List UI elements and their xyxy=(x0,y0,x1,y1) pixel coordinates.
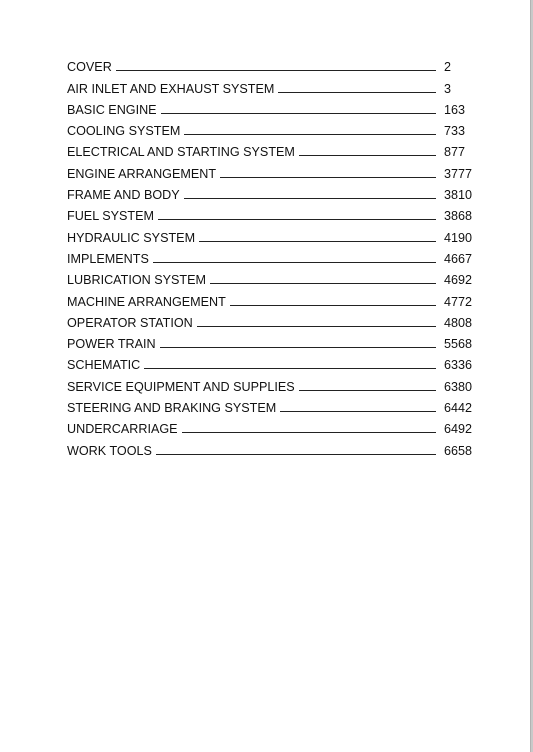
toc-entry-implements[interactable] xyxy=(67,245,477,266)
toc-entry-work-tools[interactable] xyxy=(67,436,477,457)
toc-entry-page: 733 xyxy=(444,124,466,139)
toc-entry-title: ELECTRICAL AND STARTING SYSTEM xyxy=(67,145,295,160)
toc-entry-page: 6442 xyxy=(444,401,473,416)
toc-leader-line xyxy=(184,198,436,199)
toc-entry-page: 5568 xyxy=(444,337,473,352)
toc-entry-air-inlet-and-exhaust-system[interactable] xyxy=(67,74,477,95)
toc-entry-title: OPERATOR STATION xyxy=(67,315,193,330)
toc-leader-line xyxy=(144,368,436,369)
toc-leader-line xyxy=(182,432,436,433)
toc-leader-line xyxy=(278,92,436,93)
toc-entry-title: FRAME AND BODY xyxy=(67,188,180,203)
toc-entry-page: 4808 xyxy=(444,315,473,330)
toc-entry-title: AIR INLET AND EXHAUST SYSTEM xyxy=(67,81,275,96)
toc-leader-line xyxy=(299,390,436,391)
toc-entry-hydraulic-system[interactable] xyxy=(67,223,477,244)
toc-entry-undercarriage[interactable] xyxy=(67,415,477,436)
toc-entry-operator-station[interactable] xyxy=(67,309,477,330)
toc-entry-page: 6492 xyxy=(444,422,473,437)
toc-entry-title: LUBRICATION SYSTEM xyxy=(67,273,207,288)
toc-entry-title: COOLING SYSTEM xyxy=(67,124,181,139)
toc-entry-title: HYDRAULIC SYSTEM xyxy=(67,230,196,245)
toc-entry-page: 6658 xyxy=(444,443,473,458)
toc-entry-basic-engine[interactable] xyxy=(67,96,477,117)
toc-entry-page: 3 xyxy=(444,81,452,96)
toc-entry-title: FUEL SYSTEM xyxy=(67,209,155,224)
toc-leader-line xyxy=(199,241,436,242)
toc-entry-title: BASIC ENGINE xyxy=(67,102,157,117)
toc-entry-title: POWER TRAIN xyxy=(67,337,156,352)
toc-entry-lubrication-system[interactable] xyxy=(67,266,477,287)
toc-leader-line xyxy=(153,262,436,263)
toc-entry-cover[interactable] xyxy=(67,53,477,74)
toc-leader-line xyxy=(158,219,436,220)
toc-entry-title: SCHEMATIC xyxy=(67,358,141,373)
toc-entry-frame-and-body[interactable] xyxy=(67,181,477,202)
toc-leader-line xyxy=(280,411,436,412)
toc-entry-page: 6380 xyxy=(444,379,473,394)
toc-leader-line xyxy=(220,177,436,178)
toc-entry-page: 4692 xyxy=(444,273,473,288)
toc-entry-fuel-system[interactable] xyxy=(67,202,477,223)
toc-entry-page: 3868 xyxy=(444,209,473,224)
toc-entry-title: IMPLEMENTS xyxy=(67,251,149,266)
toc-entry-title: STEERING AND BRAKING SYSTEM xyxy=(67,401,277,416)
toc-leader-line xyxy=(184,134,436,135)
toc-entry-page: 4190 xyxy=(444,230,473,245)
toc-entry-page: 3810 xyxy=(444,188,473,203)
toc-entry-title: ENGINE ARRANGEMENT xyxy=(67,166,217,181)
toc-leader-line xyxy=(299,155,436,156)
toc-leader-line xyxy=(116,70,436,71)
toc-leader-line xyxy=(210,283,436,284)
toc-entry-title: MACHINE ARRANGEMENT xyxy=(67,294,226,309)
toc-entry-page: 2 xyxy=(444,60,452,75)
toc-entry-page: 4772 xyxy=(444,294,473,309)
toc-entry-page: 4667 xyxy=(444,251,473,266)
toc-entry-page: 877 xyxy=(444,145,466,160)
toc-entry-page: 3777 xyxy=(444,166,473,181)
toc-leader-line xyxy=(156,454,436,455)
toc-entry-title: SERVICE EQUIPMENT AND SUPPLIES xyxy=(67,379,295,394)
toc-entry-page: 163 xyxy=(444,102,466,117)
toc-entry-title: COVER xyxy=(67,60,112,75)
toc-entry-cooling-system[interactable] xyxy=(67,117,477,138)
toc-leader-line xyxy=(161,113,436,114)
toc-leader-line xyxy=(197,326,436,327)
toc-leader-line xyxy=(160,347,436,348)
toc-entry-engine-arrangement[interactable] xyxy=(67,159,477,180)
toc-entry-schematic[interactable] xyxy=(67,351,477,372)
toc-entry-page: 6336 xyxy=(444,358,473,373)
toc-entry-title: WORK TOOLS xyxy=(67,443,152,458)
toc-entry-title: UNDERCARRIAGE xyxy=(67,422,178,437)
toc-entry-power-train[interactable] xyxy=(67,330,477,351)
toc-entry-machine-arrangement[interactable] xyxy=(67,287,477,308)
toc-leader-line xyxy=(230,305,436,306)
toc-entry-steering-and-braking-system[interactable] xyxy=(67,394,477,415)
table-of-contents xyxy=(67,53,477,458)
toc-entry-service-equipment-and-supplies[interactable] xyxy=(67,372,477,393)
toc-entry-electrical-and-starting-system[interactable] xyxy=(67,138,477,159)
